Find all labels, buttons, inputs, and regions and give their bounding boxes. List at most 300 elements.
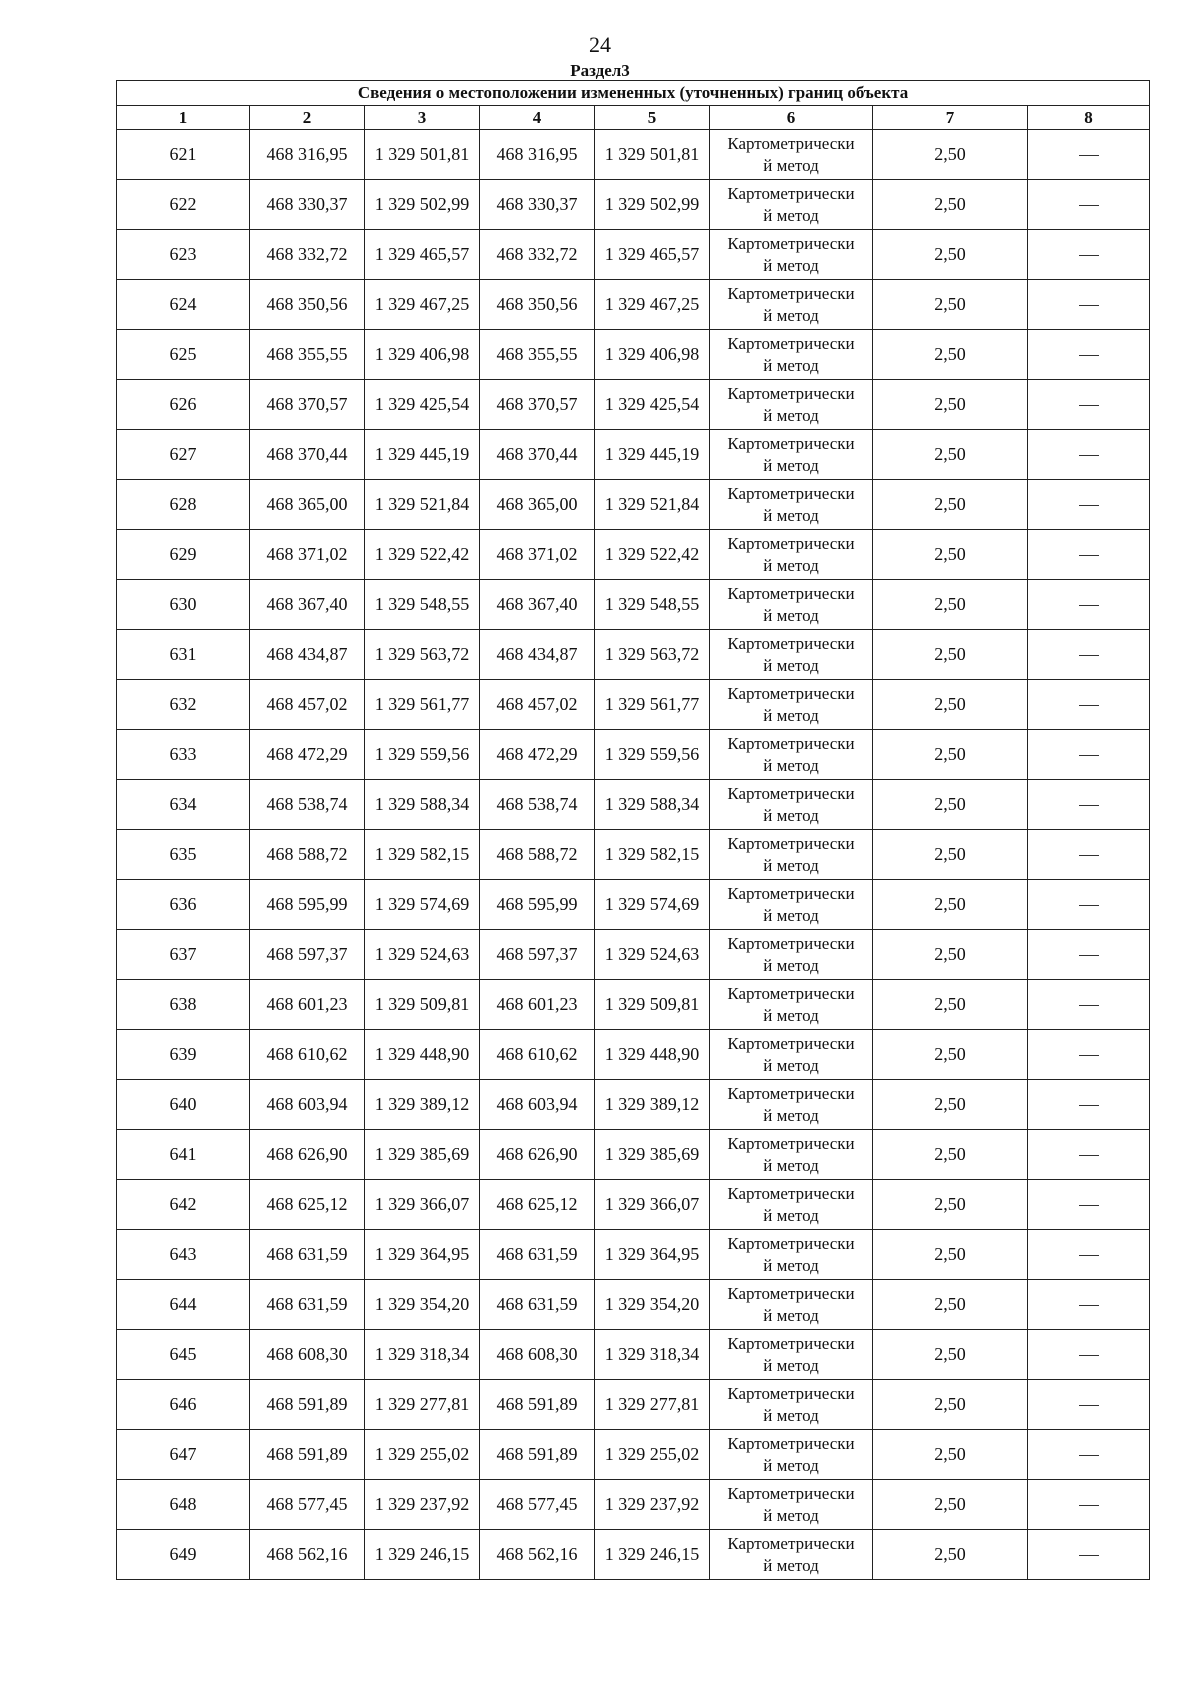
table-row [117, 1430, 1150, 1480]
point-number-cell: 634 [117, 780, 250, 830]
new-x-cell: 468 597,37 [480, 930, 595, 980]
column-header: 2 [250, 106, 365, 130]
method-text-line2: й метод [763, 655, 819, 675]
old-x-cell: 468 591,89 [250, 1380, 365, 1430]
accuracy-cell: 2,50 [873, 580, 1028, 630]
method-text-line2: й метод [763, 1455, 819, 1475]
new-x-cell: 468 365,00 [480, 480, 595, 530]
empty-dash [1079, 1455, 1099, 1456]
old-y-cell: 1 329 406,98 [365, 330, 480, 380]
description-cell [1028, 180, 1150, 230]
description-cell [1028, 1030, 1150, 1080]
new-x-cell: 468 330,37 [480, 180, 595, 230]
table-row [117, 530, 1150, 580]
old-y-cell: 1 329 563,72 [365, 630, 480, 680]
old-y-cell: 1 329 502,99 [365, 180, 480, 230]
accuracy-cell: 2,50 [873, 730, 1028, 780]
old-y-cell: 1 329 582,15 [365, 830, 480, 880]
method-text-line1: Картометрически [727, 783, 855, 803]
method-text-line1: Картометрически [727, 133, 855, 153]
old-x-cell: 468 332,72 [250, 230, 365, 280]
table-row [117, 580, 1150, 630]
column-header: 7 [873, 106, 1028, 130]
old-x-cell: 468 588,72 [250, 830, 365, 880]
method-cell [710, 780, 873, 830]
method-text-line1: Картометрически [727, 583, 855, 603]
table-row [117, 130, 1150, 180]
method-text-line1: Картометрически [727, 233, 855, 253]
new-x-cell: 468 626,90 [480, 1130, 595, 1180]
old-y-cell: 1 329 467,25 [365, 280, 480, 330]
description-cell [1028, 1280, 1150, 1330]
new-x-cell: 468 316,95 [480, 130, 595, 180]
old-y-cell: 1 329 548,55 [365, 580, 480, 630]
method-cell [710, 1030, 873, 1080]
table-row [117, 1180, 1150, 1230]
point-number-cell: 640 [117, 1080, 250, 1130]
new-x-cell: 468 355,55 [480, 330, 595, 380]
page-number: 24 [589, 32, 611, 57]
method-text-line2: й метод [763, 505, 819, 525]
method-text-line2: й метод [763, 1405, 819, 1425]
new-y-cell: 1 329 448,90 [595, 1030, 710, 1080]
old-x-cell: 468 631,59 [250, 1280, 365, 1330]
new-y-cell: 1 329 237,92 [595, 1480, 710, 1530]
new-x-cell: 468 591,89 [480, 1380, 595, 1430]
point-number-cell: 637 [117, 930, 250, 980]
table-row [117, 880, 1150, 930]
method-text-line2: й метод [763, 405, 819, 425]
method-text-line2: й метод [763, 205, 819, 225]
point-number-cell: 621 [117, 130, 250, 180]
new-y-cell: 1 329 364,95 [595, 1230, 710, 1280]
table-row [117, 930, 1150, 980]
method-text-line2: й метод [763, 255, 819, 275]
table-row [117, 1380, 1150, 1430]
table-row [117, 430, 1150, 480]
table-row [117, 1080, 1150, 1130]
old-y-cell: 1 329 522,42 [365, 530, 480, 580]
method-text-line2: й метод [763, 1555, 819, 1575]
old-y-cell: 1 329 354,20 [365, 1280, 480, 1330]
point-number-cell: 632 [117, 680, 250, 730]
accuracy-cell: 2,50 [873, 1030, 1028, 1080]
accuracy-cell: 2,50 [873, 1130, 1028, 1180]
empty-dash [1079, 205, 1099, 206]
table-row [117, 1530, 1150, 1580]
method-cell [710, 380, 873, 430]
method-text-line2: й метод [763, 1205, 819, 1225]
table-row [117, 980, 1150, 1030]
method-text-line1: Картометрически [727, 533, 855, 553]
new-y-cell: 1 329 502,99 [595, 180, 710, 230]
old-y-cell: 1 329 521,84 [365, 480, 480, 530]
method-text-line1: Картометрически [727, 1283, 855, 1303]
table-row [117, 1230, 1150, 1280]
new-x-cell: 468 538,74 [480, 780, 595, 830]
point-number-cell: 630 [117, 580, 250, 630]
method-text-line1: Картометрически [727, 833, 855, 853]
method-cell [710, 1130, 873, 1180]
empty-dash [1079, 1055, 1099, 1056]
section-title: Раздел3 [570, 61, 630, 80]
new-y-cell: 1 329 277,81 [595, 1380, 710, 1430]
point-number-cell: 622 [117, 180, 250, 230]
method-text-line2: й метод [763, 1155, 819, 1175]
accuracy-cell: 2,50 [873, 880, 1028, 930]
method-text-line2: й метод [763, 905, 819, 925]
description-cell [1028, 580, 1150, 630]
description-cell [1028, 930, 1150, 980]
new-y-cell: 1 329 445,19 [595, 430, 710, 480]
accuracy-cell: 2,50 [873, 480, 1028, 530]
table-row [117, 830, 1150, 880]
empty-dash [1079, 855, 1099, 856]
new-x-cell: 468 608,30 [480, 1330, 595, 1380]
description-cell [1028, 780, 1150, 830]
coordinates-table [116, 80, 1150, 1580]
point-number-cell: 631 [117, 630, 250, 680]
point-number-cell: 627 [117, 430, 250, 480]
method-cell [710, 180, 873, 230]
method-text-line1: Картометрически [727, 733, 855, 753]
new-y-cell: 1 329 389,12 [595, 1080, 710, 1130]
method-text-line1: Картометрически [727, 1433, 855, 1453]
accuracy-cell: 2,50 [873, 430, 1028, 480]
point-number-cell: 626 [117, 380, 250, 430]
method-text-line2: й метод [763, 305, 819, 325]
accuracy-cell: 2,50 [873, 830, 1028, 880]
method-text-line2: й метод [763, 155, 819, 175]
old-x-cell: 468 371,02 [250, 530, 365, 580]
new-y-cell: 1 329 582,15 [595, 830, 710, 880]
description-cell [1028, 230, 1150, 280]
empty-dash [1079, 905, 1099, 906]
point-number-cell: 648 [117, 1480, 250, 1530]
old-x-cell: 468 591,89 [250, 1430, 365, 1480]
old-x-cell: 468 355,55 [250, 330, 365, 380]
empty-dash [1079, 155, 1099, 156]
method-text-line2: й метод [763, 605, 819, 625]
new-y-cell: 1 329 561,77 [595, 680, 710, 730]
method-cell [710, 1280, 873, 1330]
method-text-line1: Картометрически [727, 1183, 855, 1203]
method-text-line1: Картометрически [727, 1483, 855, 1503]
table-row [117, 1280, 1150, 1330]
method-cell [710, 880, 873, 930]
method-cell [710, 430, 873, 480]
old-y-cell: 1 329 237,92 [365, 1480, 480, 1530]
new-x-cell: 468 595,99 [480, 880, 595, 930]
accuracy-cell: 2,50 [873, 1180, 1028, 1230]
old-x-cell: 468 457,02 [250, 680, 365, 730]
description-cell [1028, 830, 1150, 880]
table-row [117, 330, 1150, 380]
column-header: 1 [117, 106, 250, 130]
empty-dash [1079, 1255, 1099, 1256]
old-x-cell: 468 626,90 [250, 1130, 365, 1180]
new-y-cell: 1 329 521,84 [595, 480, 710, 530]
method-text-line2: й метод [763, 955, 819, 975]
accuracy-cell: 2,50 [873, 1080, 1028, 1130]
method-text-line2: й метод [763, 455, 819, 475]
table-row [117, 1480, 1150, 1530]
old-y-cell: 1 329 255,02 [365, 1430, 480, 1480]
accuracy-cell: 2,50 [873, 230, 1028, 280]
new-y-cell: 1 329 425,54 [595, 380, 710, 430]
new-y-cell: 1 329 548,55 [595, 580, 710, 630]
table-row [117, 680, 1150, 730]
description-cell [1028, 380, 1150, 430]
new-y-cell: 1 329 318,34 [595, 1330, 710, 1380]
empty-dash [1079, 405, 1099, 406]
method-cell [710, 730, 873, 780]
column-header: 4 [480, 106, 595, 130]
new-x-cell: 468 434,87 [480, 630, 595, 680]
new-x-cell: 468 601,23 [480, 980, 595, 1030]
new-x-cell: 468 367,40 [480, 580, 595, 630]
method-cell [710, 1180, 873, 1230]
description-cell [1028, 480, 1150, 530]
description-cell [1028, 1230, 1150, 1280]
empty-dash [1079, 1505, 1099, 1506]
method-text-line1: Картометрически [727, 483, 855, 503]
point-number-cell: 624 [117, 280, 250, 330]
empty-dash [1079, 1005, 1099, 1006]
point-number-cell: 641 [117, 1130, 250, 1180]
old-x-cell: 468 595,99 [250, 880, 365, 930]
new-y-cell: 1 329 559,56 [595, 730, 710, 780]
old-y-cell: 1 329 364,95 [365, 1230, 480, 1280]
accuracy-cell: 2,50 [873, 380, 1028, 430]
method-text-line1: Картометрически [727, 1133, 855, 1153]
old-y-cell: 1 329 389,12 [365, 1080, 480, 1130]
point-number-cell: 643 [117, 1230, 250, 1280]
description-cell [1028, 1130, 1150, 1180]
method-text-line1: Картометрически [727, 1033, 855, 1053]
new-y-cell: 1 329 255,02 [595, 1430, 710, 1480]
empty-dash [1079, 1205, 1099, 1206]
old-x-cell: 468 538,74 [250, 780, 365, 830]
new-x-cell: 468 457,02 [480, 680, 595, 730]
new-x-cell: 468 625,12 [480, 1180, 595, 1230]
method-cell [710, 480, 873, 530]
method-cell [710, 1080, 873, 1130]
description-cell [1028, 1380, 1150, 1430]
old-x-cell: 468 631,59 [250, 1230, 365, 1280]
point-number-cell: 644 [117, 1280, 250, 1330]
empty-dash [1079, 1405, 1099, 1406]
new-x-cell: 468 577,45 [480, 1480, 595, 1530]
description-cell [1028, 880, 1150, 930]
point-number-cell: 645 [117, 1330, 250, 1380]
method-text-line1: Картометрически [727, 683, 855, 703]
accuracy-cell: 2,50 [873, 930, 1028, 980]
method-cell [710, 1430, 873, 1480]
method-text-line2: й метод [763, 855, 819, 875]
new-x-cell: 468 472,29 [480, 730, 595, 780]
accuracy-cell: 2,50 [873, 780, 1028, 830]
empty-dash [1079, 555, 1099, 556]
method-text-line1: Картометрически [727, 633, 855, 653]
table-row [117, 780, 1150, 830]
point-number-cell: 646 [117, 1380, 250, 1430]
old-y-cell: 1 329 366,07 [365, 1180, 480, 1230]
point-number-cell: 629 [117, 530, 250, 580]
old-y-cell: 1 329 246,15 [365, 1530, 480, 1580]
method-text-line1: Картометрически [727, 883, 855, 903]
new-x-cell: 468 631,59 [480, 1230, 595, 1280]
old-x-cell: 468 625,12 [250, 1180, 365, 1230]
point-number-cell: 628 [117, 480, 250, 530]
method-text-line2: й метод [763, 1505, 819, 1525]
old-x-cell: 468 370,57 [250, 380, 365, 430]
method-text-line2: й метод [763, 355, 819, 375]
method-text-line2: й метод [763, 555, 819, 575]
accuracy-cell: 2,50 [873, 330, 1028, 380]
new-x-cell: 468 631,59 [480, 1280, 595, 1330]
description-cell [1028, 1080, 1150, 1130]
column-header: 6 [710, 106, 873, 130]
old-x-cell: 468 434,87 [250, 630, 365, 680]
old-y-cell: 1 329 425,54 [365, 380, 480, 430]
old-y-cell: 1 329 561,77 [365, 680, 480, 730]
description-cell [1028, 1330, 1150, 1380]
new-x-cell: 468 350,56 [480, 280, 595, 330]
new-y-cell: 1 329 588,34 [595, 780, 710, 830]
table-row [117, 1330, 1150, 1380]
accuracy-cell: 2,50 [873, 1530, 1028, 1580]
point-number-cell: 647 [117, 1430, 250, 1480]
description-cell [1028, 280, 1150, 330]
empty-dash [1079, 305, 1099, 306]
method-cell [710, 980, 873, 1030]
new-x-cell: 468 591,89 [480, 1430, 595, 1480]
old-x-cell: 468 603,94 [250, 1080, 365, 1130]
table-row [117, 630, 1150, 680]
description-cell [1028, 430, 1150, 480]
point-number-cell: 639 [117, 1030, 250, 1080]
accuracy-cell: 2,50 [873, 1430, 1028, 1480]
method-text-line1: Картометрически [727, 983, 855, 1003]
old-x-cell: 468 316,95 [250, 130, 365, 180]
empty-dash [1079, 1355, 1099, 1356]
empty-dash [1079, 255, 1099, 256]
method-cell [710, 280, 873, 330]
method-text-line1: Картометрически [727, 1233, 855, 1253]
point-number-cell: 625 [117, 330, 250, 380]
method-text-line2: й метод [763, 1005, 819, 1025]
old-y-cell: 1 329 465,57 [365, 230, 480, 280]
accuracy-cell: 2,50 [873, 530, 1028, 580]
method-text-line1: Картометрически [727, 1333, 855, 1353]
description-cell [1028, 130, 1150, 180]
new-y-cell: 1 329 563,72 [595, 630, 710, 680]
accuracy-cell: 2,50 [873, 1480, 1028, 1530]
method-text-line1: Картометрически [727, 433, 855, 453]
empty-dash [1079, 805, 1099, 806]
method-text-line1: Картометрически [727, 383, 855, 403]
old-y-cell: 1 329 318,34 [365, 1330, 480, 1380]
method-cell [710, 830, 873, 880]
description-cell [1028, 680, 1150, 730]
empty-dash [1079, 355, 1099, 356]
old-x-cell: 468 610,62 [250, 1030, 365, 1080]
column-header: 5 [595, 106, 710, 130]
point-number-cell: 623 [117, 230, 250, 280]
old-x-cell: 468 601,23 [250, 980, 365, 1030]
accuracy-cell: 2,50 [873, 1380, 1028, 1430]
empty-dash [1079, 1305, 1099, 1306]
accuracy-cell: 2,50 [873, 180, 1028, 230]
accuracy-cell: 2,50 [873, 1230, 1028, 1280]
method-text-line1: Картометрически [727, 1533, 855, 1553]
empty-dash [1079, 1105, 1099, 1106]
new-x-cell: 468 370,57 [480, 380, 595, 430]
new-y-cell: 1 329 501,81 [595, 130, 710, 180]
old-x-cell: 468 577,45 [250, 1480, 365, 1530]
old-y-cell: 1 329 588,34 [365, 780, 480, 830]
accuracy-cell: 2,50 [873, 980, 1028, 1030]
method-cell [710, 230, 873, 280]
description-cell [1028, 530, 1150, 580]
empty-dash [1079, 1155, 1099, 1156]
old-y-cell: 1 329 501,81 [365, 130, 480, 180]
new-x-cell: 468 562,16 [480, 1530, 595, 1580]
table-row [117, 1130, 1150, 1180]
old-y-cell: 1 329 559,56 [365, 730, 480, 780]
method-text-line2: й метод [763, 705, 819, 725]
method-cell [710, 1380, 873, 1430]
new-x-cell: 468 603,94 [480, 1080, 595, 1130]
method-text-line2: й метод [763, 1255, 819, 1275]
method-cell [710, 530, 873, 580]
new-y-cell: 1 329 385,69 [595, 1130, 710, 1180]
method-cell [710, 930, 873, 980]
old-x-cell: 468 608,30 [250, 1330, 365, 1380]
method-text-line1: Картометрически [727, 333, 855, 353]
accuracy-cell: 2,50 [873, 1280, 1028, 1330]
description-cell [1028, 630, 1150, 680]
description-cell [1028, 980, 1150, 1030]
method-cell [710, 1530, 873, 1580]
old-y-cell: 1 329 385,69 [365, 1130, 480, 1180]
point-number-cell: 638 [117, 980, 250, 1030]
point-number-cell: 633 [117, 730, 250, 780]
description-cell [1028, 1480, 1150, 1530]
new-x-cell: 468 610,62 [480, 1030, 595, 1080]
method-cell [710, 1480, 873, 1530]
old-y-cell: 1 329 509,81 [365, 980, 480, 1030]
table-row [117, 480, 1150, 530]
new-y-cell: 1 329 467,25 [595, 280, 710, 330]
description-cell [1028, 1530, 1150, 1580]
new-x-cell: 468 332,72 [480, 230, 595, 280]
method-text-line2: й метод [763, 1105, 819, 1125]
new-y-cell: 1 329 465,57 [595, 230, 710, 280]
accuracy-cell: 2,50 [873, 630, 1028, 680]
table-row [117, 230, 1150, 280]
new-y-cell: 1 329 522,42 [595, 530, 710, 580]
old-x-cell: 468 472,29 [250, 730, 365, 780]
empty-dash [1079, 655, 1099, 656]
new-x-cell: 468 370,44 [480, 430, 595, 480]
column-header: 8 [1028, 106, 1150, 130]
method-cell [710, 1330, 873, 1380]
new-y-cell: 1 329 246,15 [595, 1530, 710, 1580]
description-cell [1028, 1430, 1150, 1480]
method-cell [710, 130, 873, 180]
